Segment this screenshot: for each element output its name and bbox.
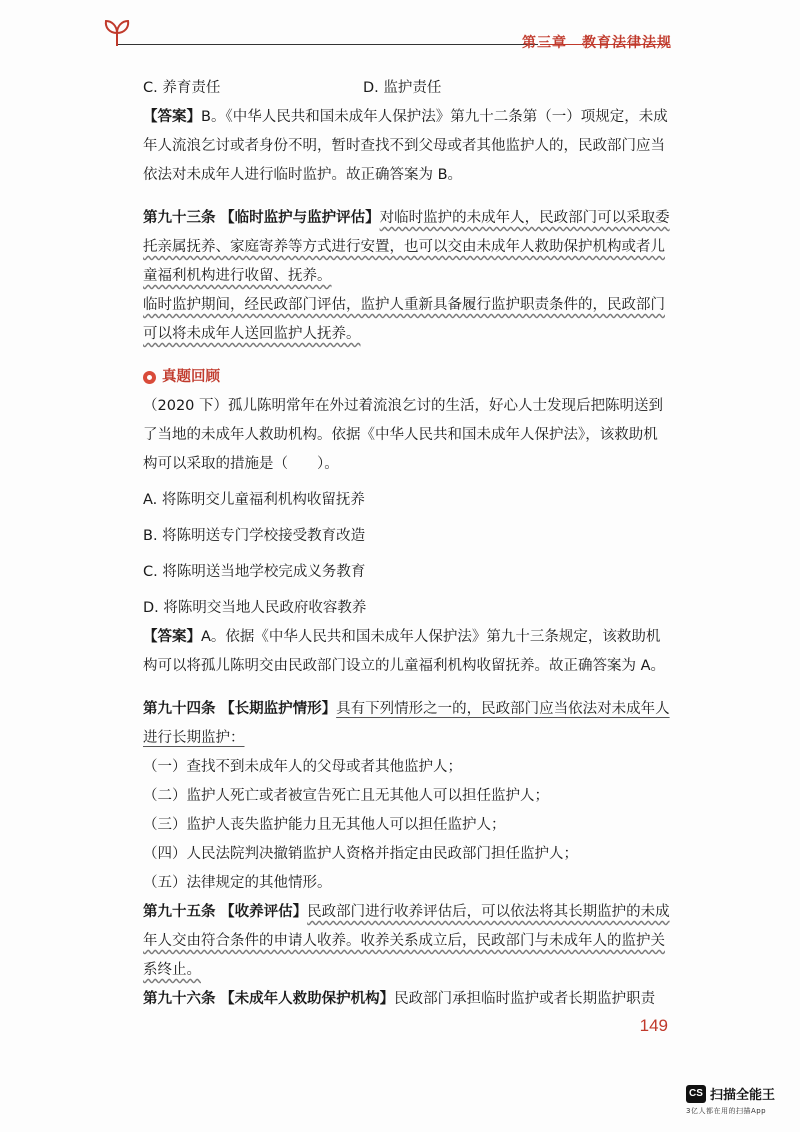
article-94-title: 【长期监护情形】 [220, 701, 337, 717]
cs-badge-icon: CS [686, 1085, 706, 1103]
article-94-item-1: （一）查找不到未成年人的父母或者其他监护人； [143, 759, 462, 775]
article-94 [143, 695, 670, 753]
header-rule [118, 44, 538, 45]
article-93-text-2: 临时监护期间，经民政部门评估，监护人重新具备履行监护职责条件的，民政部门可以将未成年人送回监护人抚养。 [143, 297, 665, 342]
review-answer [143, 623, 670, 681]
review-heading [143, 363, 670, 392]
article-93-number: 第九十三条 [143, 210, 216, 226]
scanner-tagline: 3亿人都在用的扫描App [686, 1107, 767, 1115]
review-answer-tag: 【答案】 [143, 629, 201, 645]
scanner-app-name: 扫描全能王 [710, 1088, 776, 1103]
article-93 [143, 204, 670, 291]
chapter-title: 第三章 教育法律法规 [522, 35, 672, 51]
article-96-text: 民政部门承担临时监护或者长期监护职责 [394, 991, 656, 1007]
article-96-number: 第九十六条 [143, 991, 216, 1007]
article-94-item-4: （四）人民法院判决撤销监护人资格并指定由民政部门担任监护人； [143, 846, 578, 862]
article-93-paragraph-2 [143, 291, 670, 349]
review-label: 真题回顾 [162, 369, 220, 385]
review-option-a: A. 将陈明交儿童福利机构收留抚养 [143, 492, 365, 508]
article-93-title: 【临时监护与监护评估】 [220, 210, 380, 226]
option-c: C. 养育责任 [143, 80, 221, 96]
article-95-number: 第九十五条 [143, 904, 216, 920]
article-96 [143, 985, 670, 1014]
review-question: （2020 下）孤儿陈明常年在外过着流浪乞讨的生活，好心人士发现后把陈明送到了当地的未成年人救助机构。依据《中华人民共和国未成年人保护法》，该救助机构可以采取的措施是（ ）。 [143, 398, 664, 472]
review-option-d: D. 将陈明交当地人民政府收容教养 [143, 600, 367, 616]
review-badge-icon [143, 371, 156, 384]
page-content [143, 74, 670, 1014]
review-option-c: C. 将陈明送当地学校完成义务教育 [143, 564, 366, 580]
previous-question-options [143, 74, 670, 103]
review-answer-text: A。依据《中华人民共和国未成年人保护法》第九十三条规定，该救助机构可以将孤儿陈明交由民政部门设立的儿童福利机构收留抚养。故正确答案为 A。 [143, 629, 666, 674]
answer-1-text: B。《中华人民共和国未成年人保护法》第九十二条第（一）项规定，未成年人流浪乞讨或者身份不明，暂时查找不到父母或者其他监护人的，民政部门应当依法对未成年人进行临时监护。故正确答案为 B。 [143, 109, 668, 183]
article-93-text-1: 对临时监护的未成年人，民政部门可以采取委托亲属抚养、家庭寄养等方式进行安置，也可以交由未成年人救助保护机构或者儿童福利机构进行收留、抚养。 [143, 210, 670, 284]
option-d: D. 监护责任 [363, 80, 442, 96]
article-95-text: 民政部门进行收养评估后，可以依法将其长期监护的未成年人交由符合条件的申请人收养。收养关系成立后，民政部门与未成年人的监护关系终止。 [143, 904, 670, 978]
article-94-item-3: （三）监护人丧失监护能力且无其他人可以担任监护人； [143, 817, 506, 833]
review-option-b: B. 将陈明送专门学校接受教育改造 [143, 528, 366, 544]
answer-1 [143, 103, 670, 190]
scanner-watermark [686, 1084, 775, 1103]
page-number: 149 [639, 1016, 668, 1035]
article-96-title: 【未成年人救助保护机构】 [220, 991, 395, 1007]
article-95 [143, 898, 670, 985]
article-94-number: 第九十四条 [143, 701, 216, 717]
article-94-item-5: （五）法律规定的其他情形。 [143, 875, 332, 891]
article-94-text: 具有下列情形之一的，民政部门应当依法对未成年人进行长期监护： [143, 701, 670, 746]
answer-1-tag: 【答案】 [143, 109, 201, 125]
article-94-item-2: （二）监护人死亡或者被宣告死亡且无其他人可以担任监护人； [143, 788, 549, 804]
article-95-title: 【收养评估】 [220, 904, 308, 920]
